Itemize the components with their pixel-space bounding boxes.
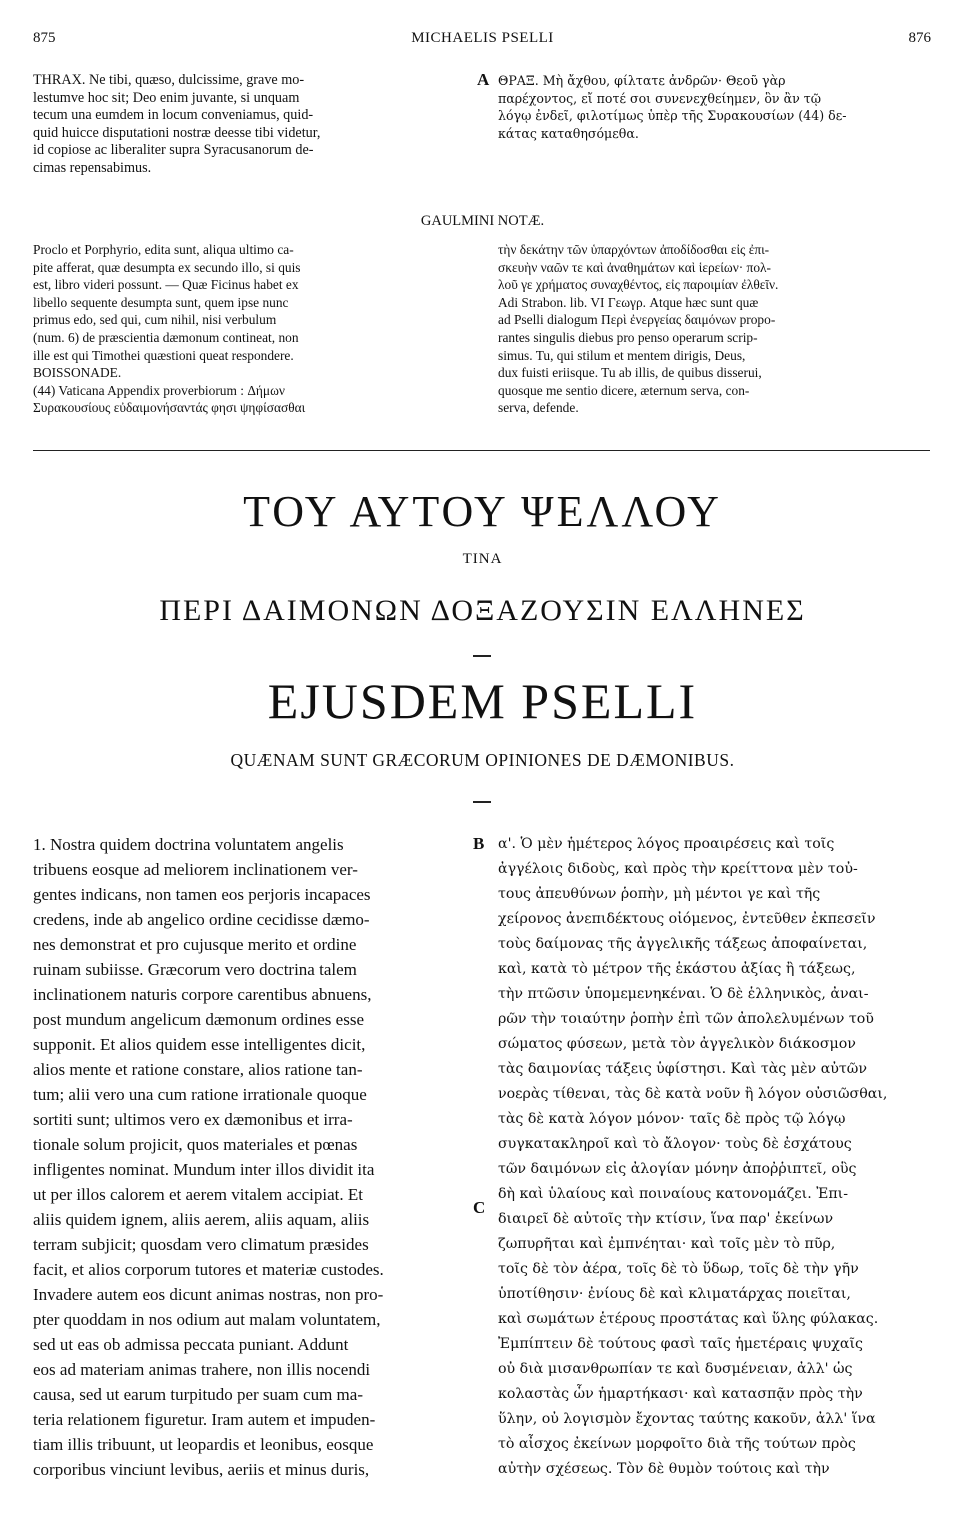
body-greek-column: [498, 832, 930, 1482]
text-line: tionale solum projicit, quos materiales et pœnas: [33, 1135, 358, 1154]
margin-marker-a: A: [477, 70, 490, 89]
note-line: (num. 6) de præscientia dæmonum contineat, non: [33, 329, 299, 345]
greek-subtitle-2: ΠΕΡΙ ΔΑΙΜΟΝΩΝ ΔΟΞΑΖΟΥΣΙΝ ΕΛΛΗΝΕΣ: [159, 594, 806, 627]
top-greek-column: [498, 72, 930, 142]
note-line: τὴν δεκάτην τῶν ὑπαρχόντων ἀποδίδοσθαι εἰς ἐπι-: [498, 242, 770, 257]
section-divider: [33, 450, 930, 451]
text-line: τὸ αἶσχος ἐκείνων μορφοῖτο διὰ τῆς τούτων πρὸς: [498, 1436, 856, 1452]
text-line: Invadere autem eos dicunt animas nostras, non pro-: [33, 1285, 384, 1304]
note-line: (44) Vaticana Appendix proverbiorum : Δήμων: [33, 382, 285, 398]
text-line: τοῖς δὲ τὸν ἀέρα, τοῖς δὲ τὸ ὕδωρ, τοῖς δὲ τὴν γῆν: [498, 1261, 859, 1277]
text-line: αὐτὴν σχέσεως. Τὸν δὲ θυμὸν τούτοις καὶ τὴν: [498, 1461, 830, 1477]
text-line: tiam illis tribuunt, ut leopardis et leonibus, eosque: [33, 1435, 374, 1454]
text-line: post mundum angelicum dæmonum ordines esse: [33, 1010, 364, 1029]
text-line: pter quoddam in nos odium aut malam voluntatem,: [33, 1310, 381, 1329]
text-line: χείρονος ἀνεπιδέκτους οἰόμενος, ἐντεῦθεν ἐκπεσεῖν: [498, 911, 876, 927]
text-line: nes demonstrat et pro cujusque merito et ordine: [33, 935, 357, 954]
text-line: inclinationem naturis corpore carentibus abnuens,: [33, 985, 372, 1004]
note-line: σκευὴν ναῶν τε καὶ ἀναθημάτων καὶ ἱερείων· πολ-: [498, 259, 771, 275]
note-line: libello sequente desumpta sunt, quem ipse nunc: [33, 294, 289, 310]
text-line: καὶ σωμάτων ἑτέρους προστάτας καὶ ὕλης φύλακας.: [498, 1311, 879, 1327]
running-title: MICHAELIS PSELLI: [411, 30, 554, 46]
text-line: causa, sed ut earum turpitudo per suam cum ma-: [33, 1385, 363, 1404]
text-line: tecum una eumdem in locum conveniamus, quid-: [33, 107, 314, 124]
text-line: tum; alii vero una cum ratione irrationale quoque: [33, 1085, 367, 1104]
margin-marker-b: B: [473, 834, 485, 853]
text-line: κολαστὰς ὧν ἡμαρτήκασι· καὶ κατασπᾷν πρὸς τὴν: [498, 1386, 863, 1402]
note-line: serva, defende.: [498, 400, 579, 416]
text-line: λόγῳ ἐνδεῖ, φιλοτίμως ὑπὲρ τῆς Συρακουσίων (44) δε-: [498, 108, 847, 124]
text-line: lestumve hoc sit; Deo enim juvante, si unquam: [33, 89, 300, 106]
note-line: Proclo et Porphyrio, edita sunt, aliqua ultimo ca-: [33, 242, 294, 257]
text-line: τὴν πτῶσιν ὑπομεμενηκέναι. Ὁ δὲ ἑλληνικὸς, ἀναι-: [498, 986, 869, 1002]
note-line: Συρακουσίους εὐδαιμονήσαντάς φησι ψηφίσασθαι: [33, 400, 306, 416]
notes-right-column: [498, 241, 930, 417]
text-line: συγκατακληροῖ καὶ τὸ ἄλογον· τοὺς δὲ ἐσχάτους: [498, 1136, 852, 1152]
text-line: καὶ, κατὰ τὸ μέτρον τῆς ἑκάστου ἀξίας ἢ τάξεως,: [498, 961, 856, 977]
note-line: λοῦ γε χρήματος συναχθέντος, εἰς παροιμίαν ἐλθεῖν.: [498, 277, 779, 293]
text-line: infligentes nominat. Mundum inter illos dividit ita: [33, 1160, 375, 1179]
text-line: terram subjicit; quosdam vero climatum præsides: [33, 1235, 369, 1254]
note-line: BOISSONADE.: [33, 365, 122, 381]
text-line: τοὺς δαίμονας τῆς ἀγγελικῆς τάξεως ἀποφαίνεται,: [498, 936, 868, 952]
text-line: κάτας καταθησόμεθα.: [498, 125, 639, 141]
text-line: aliis quidem ignem, aliis aerem, aliis aquam, aliis: [33, 1210, 370, 1229]
latin-subtitle: QUÆNAM SUNT GRÆCORUM OPINIONES DE DÆMONIBUS.: [230, 750, 735, 770]
text-line: ruinam subiisse. Græcorum vero doctrina talem: [33, 960, 357, 979]
text-line: διαιρεῖ δὲ αὐτοῖς τὴν κτίσιν, ἵνα παρ' ἐκείνων: [498, 1211, 834, 1227]
text-line: τὰς δαιμονίας τάξεις ὑφίστησι. Καὶ τὰς μὲν αὐτῶν: [498, 1061, 867, 1077]
latin-main-title: EJUSDEM PSELLI: [267, 673, 698, 729]
text-line: τους ἀπευθύνων ῥοπὴν, μὴ μέντοι γε καὶ τῆς: [498, 886, 821, 902]
note-line: simus. Tu, qui stilum et mentem dirigis, Deus,: [498, 347, 746, 363]
text-line: tribuens eosque ad meliorem inclinationem ver-: [33, 860, 358, 879]
text-line: gentes indicans, non tamen eos perjoris incapaces: [33, 885, 371, 904]
text-line: facit, et alios corporum tutores et materiæ custodes.: [33, 1260, 384, 1279]
text-line: THRAX. Ne tibi, quæso, dulcissime, grave mo-: [33, 72, 305, 88]
text-line: παρέχοντος, εἴ ποτέ σοι συνενεχθείημεν, ὃν ἂν τῷ: [498, 90, 821, 106]
text-line: alios mente et ratione constare, alios ratione tan-: [33, 1060, 363, 1079]
margin-marker-c: C: [473, 1198, 486, 1217]
text-line: teria relationem figuretur. Iram autem et impuden-: [33, 1410, 376, 1429]
title-dash-1: [473, 655, 491, 657]
note-line: primus edo, sed qui, cum nihil, nisi verbulum: [33, 312, 277, 328]
text-line: ρῶν τὴν τοιαύτην ῥοπὴν ἐπὶ τῶν ἀπολελυμένων τοῦ: [498, 1011, 874, 1027]
note-line: quosque me sentio dicere, æternum serva, con-: [498, 382, 750, 398]
text-line: supponit. Et alios quidem esse intelligentes dicit,: [33, 1035, 366, 1054]
text-line: τῶν δαιμόνων εἰς ἀλογίαν μόνην ἀποῤῥιπτεῖ, οὓς: [498, 1161, 857, 1177]
text-line: ut per illos calorem et aerem vitalem accipiat. Et: [33, 1185, 363, 1204]
notes-heading: GAULMINI NOTÆ.: [420, 213, 545, 229]
text-line: α'. Ὁ μὲν ἡμέτερος λόγος προαιρέσεις καὶ τοῖς: [498, 836, 835, 852]
text-line: eos ad materiam animas trahere, non illis nocendi: [33, 1360, 371, 1379]
note-line: ad Pselli dialogum Περὶ ἐνεργείας δαιμόνων propo-: [498, 312, 776, 328]
notes-left-column: [33, 241, 468, 417]
text-line: id copiose ac liberaliter supra Syracusanorum de-: [33, 142, 314, 159]
text-line: ὑποτίθησιν· ἐνίους δὲ καὶ κλιματάρχας ποιεῖται,: [498, 1286, 851, 1302]
body-latin-column: [33, 832, 470, 1482]
text-line: credens, inde ab angelico ordine cecidisse dæmo-: [33, 910, 370, 929]
text-line: ὕλην, οὐ λογισμὸν ἔχοντας ταύτης κακοῦν, ἀλλ' ἵνα: [498, 1411, 876, 1427]
text-line: 1. Nostra quidem doctrina voluntatem angelis: [33, 835, 344, 854]
note-line: rantes singulis diebus pro penso operarum scrip-: [498, 329, 758, 345]
title-dash-2: [473, 801, 491, 803]
text-line: ΘΡΑΞ. Μὴ ἄχθου, φίλτατε ἀνδρῶν· Θεοῦ γὰρ: [498, 73, 786, 88]
text-line: corporibus vinciunt levibus, aeriis et minus duris,: [33, 1460, 370, 1479]
note-line: pite afferat, quæ desumpta ex secundo illo, si quis: [33, 259, 301, 275]
page-number-left: 875: [33, 30, 56, 46]
text-line: quid huicce disputationi nostræ deesse tibi videtur,: [33, 124, 321, 141]
note-line: dux fuisti eriisque. Tu ab illis, de quibus disserui,: [498, 365, 762, 381]
page-number-right: 876: [908, 30, 931, 46]
greek-subtitle-1: ΤΙΝΑ: [462, 551, 503, 567]
text-line: νοερὰς τίθεναι, τὰς δὲ κατὰ νοῦν ἢ λόγον οὐσιῶσθαι,: [498, 1086, 888, 1102]
note-line: Adi Strabon. lib. VI Γεωγρ. Atque hæc sunt quæ: [498, 294, 759, 310]
text-line: σώματος φύσεων, μετὰ τὸν ἀγγελικὸν διάκοσμον: [498, 1036, 856, 1052]
text-line: οὐ διὰ μισανθρωπίαν τε καὶ δυσμένειαν, ἀλλ' ὡς: [498, 1361, 853, 1377]
note-line: est, libro videri possunt. — Quæ Ficinus habet ex: [33, 277, 299, 293]
text-line: ζωπυρῆται καὶ ἐμπνέηται· καὶ τοῖς μὲν τὸ πῦρ,: [498, 1236, 836, 1252]
text-line: sed ut eas ob admissa peccata puniant. Addunt: [33, 1335, 349, 1354]
greek-main-title: ΤΟΥ ΑΥΤΟΥ ΨΕΛΛΟΥ: [243, 487, 722, 536]
note-line: ille est qui Timothei quæstioni queat respondere.: [33, 347, 294, 363]
text-line: sortiti sunt; ultimos vero ex dæmonibus et irra-: [33, 1110, 353, 1129]
text-line: Ἐμπίπτειν δὲ τούτους φασὶ ταῖς ἡμετέραις ψυχαῖς: [498, 1336, 863, 1352]
top-latin-column: [33, 72, 468, 178]
text-line: cimas repensabimus.: [33, 159, 152, 176]
text-line: ἀγγέλοις διδοὺς, καὶ πρὸς τὴν κρείττονα μὲν τοὐ-: [498, 861, 858, 877]
text-line: δὴ καὶ ὑλαίους καὶ ποιναίους κατονομάζει. Ἐπι-: [498, 1186, 849, 1202]
text-line: τὰς δὲ κατὰ λόγον μόνον· ταῖς δὲ πρὸς τῷ λόγῳ: [498, 1111, 846, 1127]
